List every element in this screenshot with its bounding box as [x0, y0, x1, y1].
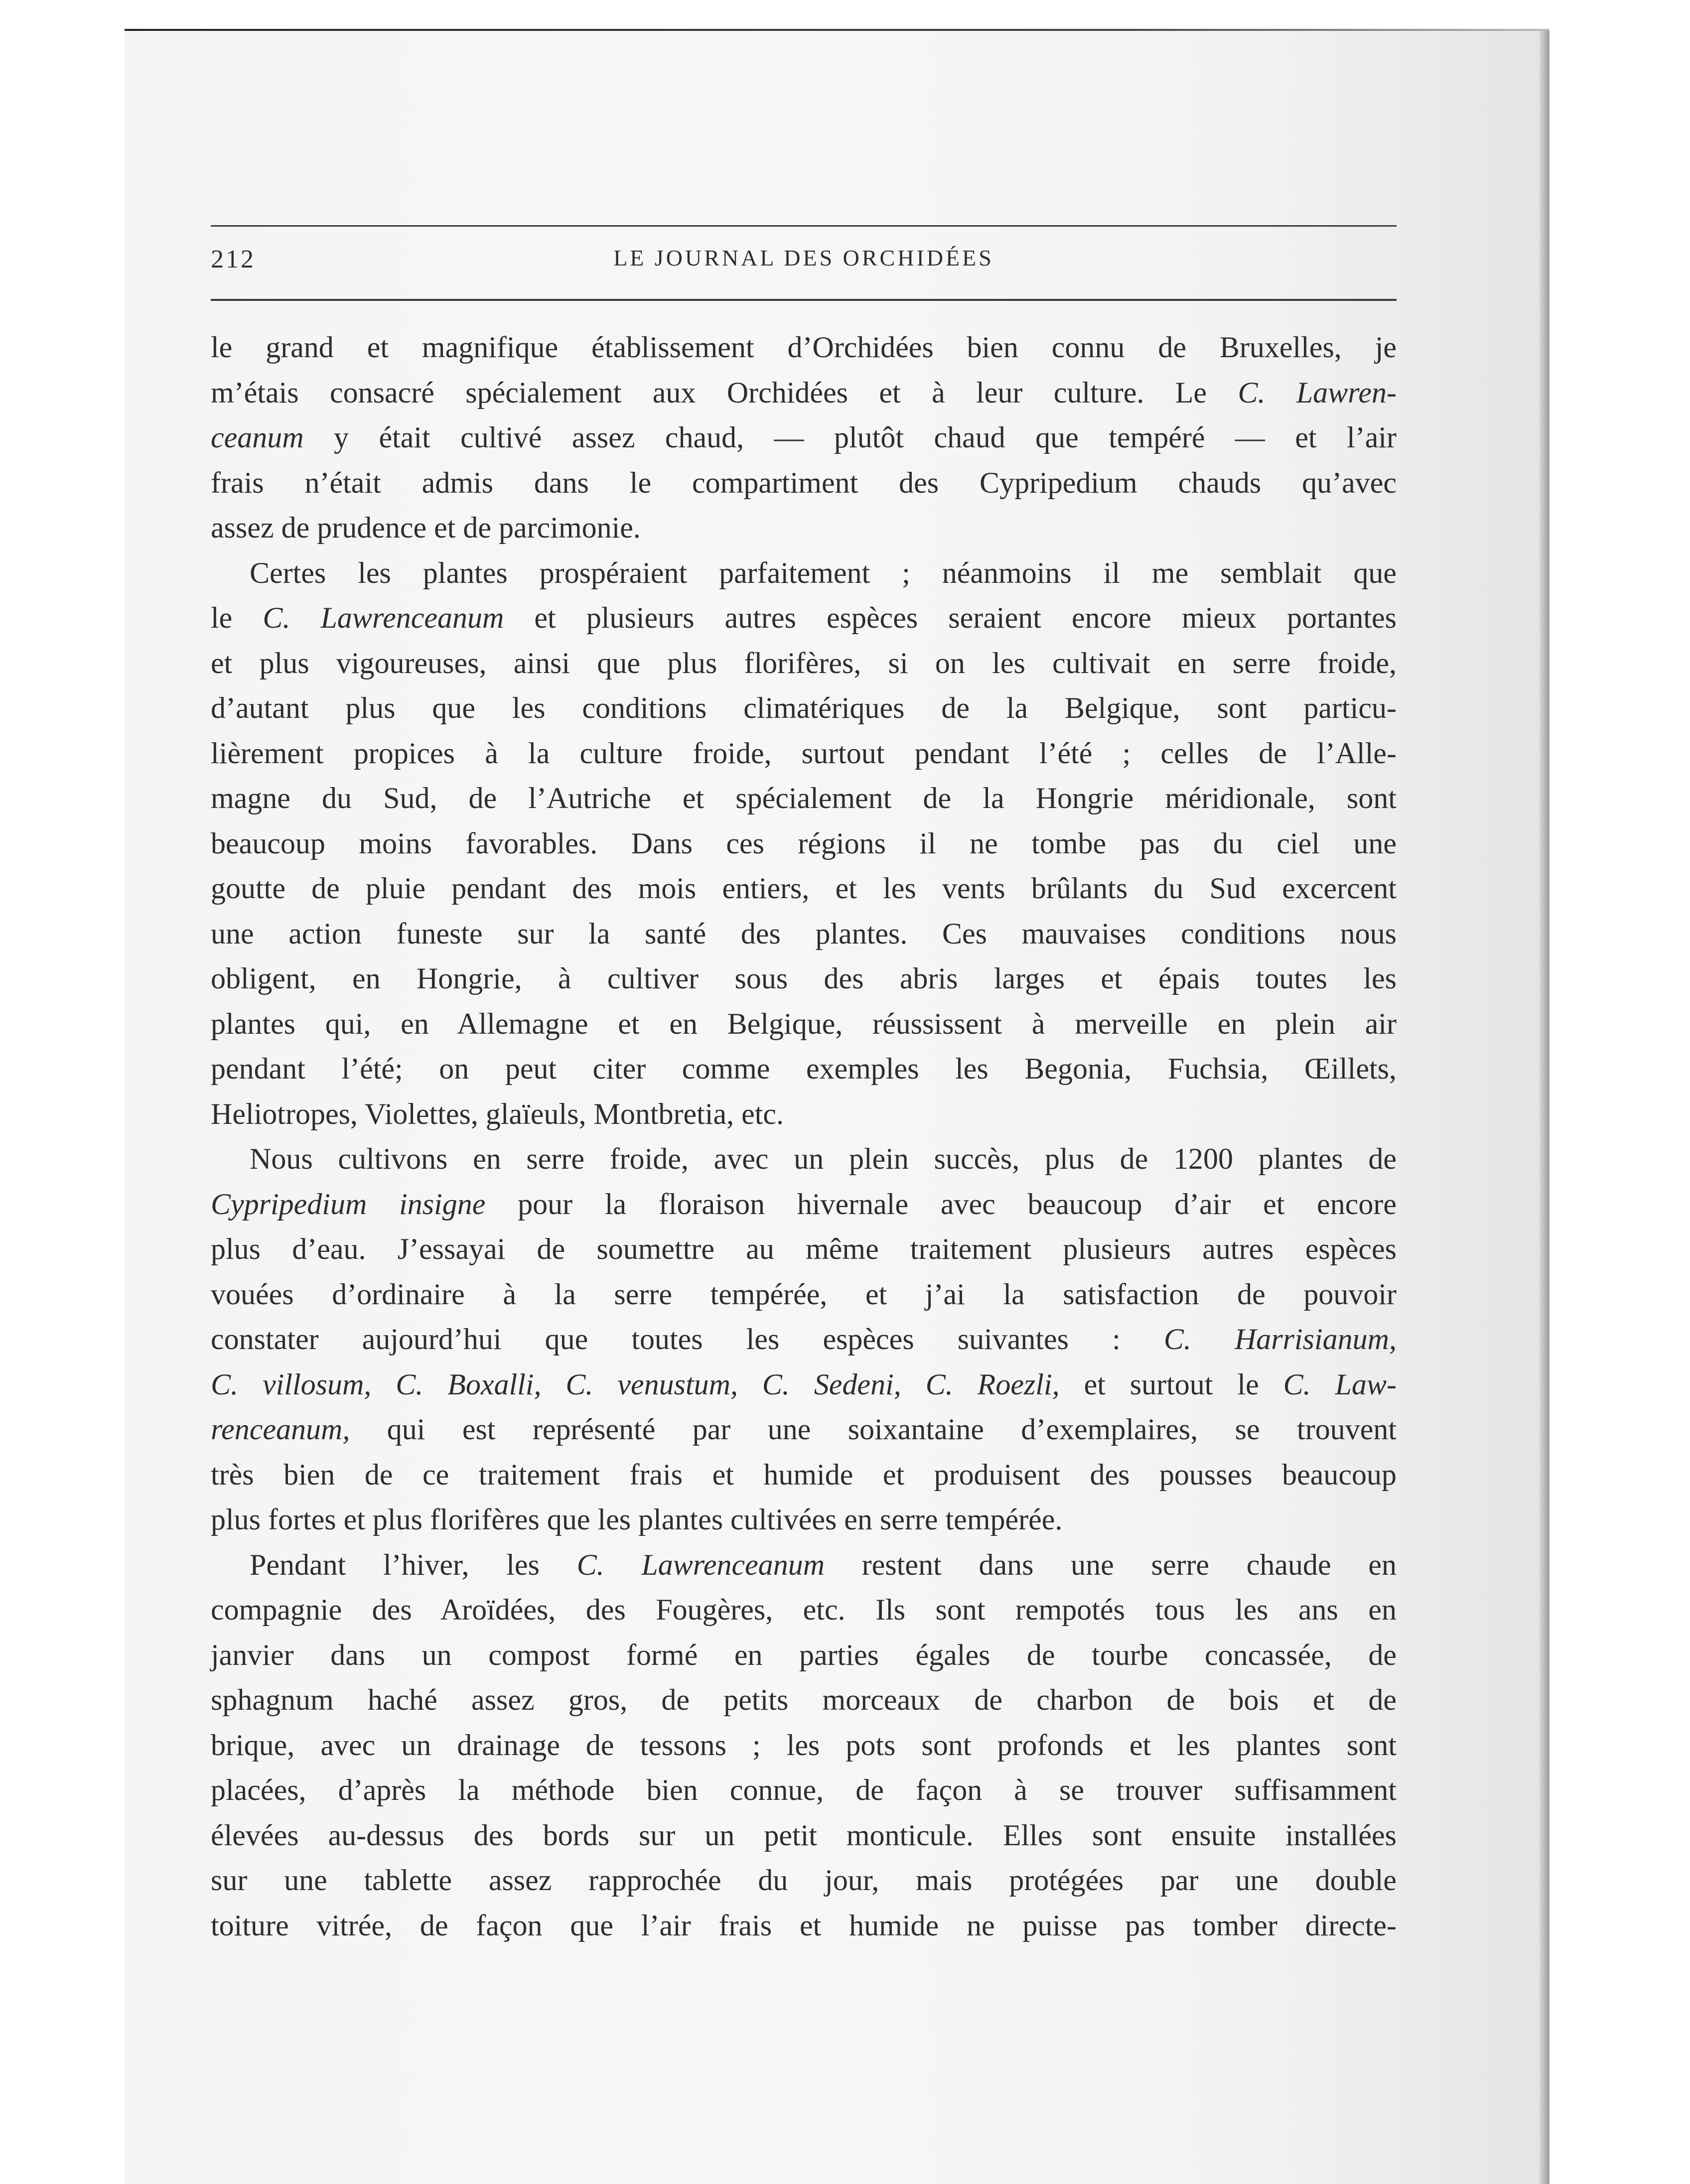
text-run: magne du Sud, de l’Autriche et spécialement de la Hongrie méridionale, sont: [211, 782, 1397, 815]
text-run: lièrement propices à la culture froide, surtout pendant l’été ; celles de l’Alle-: [211, 736, 1397, 770]
text-run: brique, avec un drainage de tessons ; les pots sont profonds et les plantes sont: [211, 1728, 1397, 1762]
text-run: plantes qui, en Allemagne et en Belgique, réussissent à merveille en plein air: [211, 1007, 1397, 1040]
text-line: [211, 1001, 1397, 1047]
text-run: y était cultivé assez chaud, — plutôt chaud que tempéré — et l’air: [303, 421, 1397, 454]
text-run: plus d’eau. J’essayai de soumettre au même traitement plusieurs autres espèces: [211, 1232, 1397, 1265]
italic-text: C. Lawrenceanum: [576, 1548, 825, 1581]
text-run: très bien de ce traitement frais et humide et produisent des pousses beaucoup: [211, 1458, 1397, 1491]
italic-text: Cypripedium insigne: [211, 1187, 486, 1221]
text-run: beaucoup moins favorables. Dans ces régions il ne tombe pas du ciel une: [211, 826, 1397, 860]
text-line: [211, 370, 1397, 415]
text-line: [211, 325, 1397, 370]
text-run: restent dans une serre chaude en: [825, 1548, 1397, 1581]
text-run: assez de prudence et de parcimonie.: [211, 511, 641, 544]
text-line: [211, 1633, 1397, 1678]
text-line: [211, 866, 1397, 911]
text-line: [211, 595, 1397, 641]
text-run: et plus vigoureuses, ainsi que plus florifères, si on les cultivait en serre froide,: [211, 646, 1397, 680]
text-run: le grand et magnifique établissement d’Orchidées bien connu de Bruxelles, je: [211, 331, 1397, 364]
text-run: frais n’était admis dans le compartiment des Cypripedium chauds qu’avec: [211, 466, 1397, 499]
text-line: [211, 731, 1397, 776]
text-line: [211, 1497, 1397, 1542]
text-line: [211, 956, 1397, 1001]
text-run: vouées d’ordinaire à la serre tempérée, et j’ai la satisfaction de pouvoir: [211, 1277, 1397, 1311]
italic-text: renceanum,: [211, 1413, 350, 1446]
text-line: [211, 1136, 1397, 1182]
text-run: placées, d’après la méthode bien connue, de façon à se trouver suffisamment: [211, 1774, 1397, 1806]
page-number: 212: [211, 245, 256, 273]
text-run: une action funeste sur la santé des plantes. Ces mauvaises conditions nous: [211, 917, 1397, 950]
text-line: [211, 1903, 1397, 1948]
text-run: toiture vitrée, de façon que l’air frais et humide ne puisse pas tomber directe-: [211, 1909, 1397, 1942]
text-line: [211, 641, 1397, 686]
text-run: m’étais consacré spécialement aux Orchidées et à leur culture. Le: [211, 376, 1238, 409]
text-run: d’autant plus que les conditions climatériques de la Belgique, sont particu-: [211, 691, 1397, 724]
text-line: [211, 505, 1397, 550]
italic-text: C. Harrisianum,: [1163, 1323, 1397, 1356]
text-line: [211, 776, 1397, 821]
text-line: [211, 1182, 1397, 1227]
text-line: [211, 1407, 1397, 1452]
italic-text: C. villosum, C. Boxalli, C. venustum, C. Sedeni, C. Roezli,: [211, 1367, 1060, 1401]
text-run: plus fortes et plus florifères que les plantes cultivées en serre tempérée.: [211, 1503, 1063, 1536]
text-run: pour la floraison hivernale avec beaucoup d’air et encore: [485, 1187, 1397, 1221]
text-line: [211, 1677, 1397, 1723]
text-run: obligent, en Hongrie, à cultiver sous des abris larges et épais toutes les: [211, 962, 1397, 995]
text-line: [211, 1092, 1397, 1137]
text-line: [211, 1542, 1397, 1588]
text-run: goutte de pluie pendant des mois entiers, et les vents brûlants du Sud excercent: [211, 872, 1397, 905]
running-head: [211, 225, 1397, 301]
text-line: [211, 1587, 1397, 1633]
text-run: janvier dans un compost formé en parties égales de tourbe concassée, de: [211, 1638, 1397, 1671]
text-line: [211, 1046, 1397, 1092]
journal-title: LE JOURNAL DES ORCHIDÉES: [613, 245, 994, 271]
text-run: sphagnum haché assez gros, de petits morceaux de charbon de bois et de: [211, 1683, 1397, 1716]
text-run: élevées au-dessus des bords sur un petit monticule. Elles sont ensuite installées: [211, 1818, 1397, 1852]
text-line: [211, 1362, 1397, 1407]
text-line: [211, 550, 1397, 596]
text-run: qui est représenté par une soixantaine d’exemplaires, se trouvent: [350, 1413, 1397, 1446]
page-right-edge-shadow: [1540, 31, 1549, 2184]
text-run: Heliotropes, Violettes, glaïeuls, Montbretia, etc.: [211, 1097, 784, 1130]
italic-text: ceanum: [211, 421, 304, 454]
text-line: [211, 911, 1397, 956]
italic-text: C. Lawren-: [1238, 376, 1397, 409]
text-line: [211, 1272, 1397, 1317]
text-run: pendant l’été; on peut citer comme exemples les Begonia, Fuchsia, Œillets,: [211, 1052, 1397, 1085]
text-run: Certes les plantes prospéraient parfaitement ; néanmoins il me semblait que: [250, 556, 1397, 589]
text-line: [211, 685, 1397, 731]
text-line: [211, 1813, 1397, 1858]
text-run: compagnie des Aroïdées, des Fougères, etc. Ils sont rempotés tous les ans en: [211, 1593, 1397, 1626]
text-run: Nous cultivons en serre froide, avec un plein succès, plus de 1200 plantes de: [250, 1142, 1397, 1175]
text-line: [211, 821, 1397, 866]
text-run: le: [211, 601, 263, 634]
text-line: [211, 1317, 1397, 1362]
text-line: [211, 460, 1397, 506]
italic-text: C. Lawrenceanum: [263, 601, 504, 634]
text-run: sur une tablette assez rapprochée du jour, mais protégées par une double: [211, 1864, 1397, 1897]
text-line: [211, 1768, 1397, 1813]
italic-text: C. Law-: [1283, 1367, 1397, 1401]
text-line: [211, 1452, 1397, 1498]
text-run: Pendant l’hiver, les: [250, 1548, 577, 1581]
text-run: constater aujourd’hui que toutes les espèces suivantes :: [211, 1323, 1164, 1356]
text-run: et surtout le: [1059, 1367, 1283, 1401]
article-body: [211, 325, 1397, 1948]
text-line: [211, 1723, 1397, 1768]
text-line: [211, 1227, 1397, 1272]
text-run: et plusieurs autres espèces seraient encore mieux portantes: [504, 601, 1397, 634]
text-line: [211, 1858, 1397, 1903]
text-line: [211, 415, 1397, 460]
